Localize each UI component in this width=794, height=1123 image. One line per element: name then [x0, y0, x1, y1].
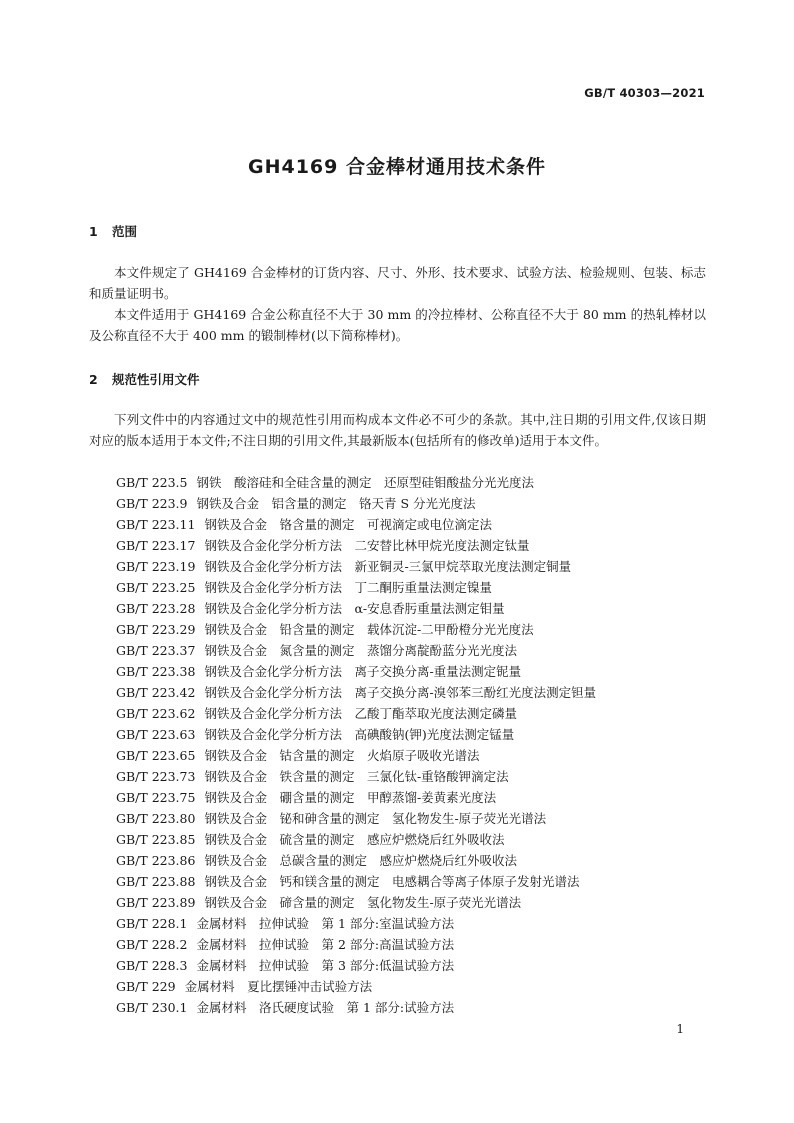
reference-item — [116, 724, 596, 745]
reference-title: 钢铁及合金 铝含量的测定 铬天青 S 分光光度法 — [196, 496, 476, 511]
reference-item — [116, 829, 596, 850]
reference-title: 金属材料 拉伸试验 第 1 部分:室温试验方法 — [196, 916, 455, 931]
section-1-number: 1 — [89, 224, 98, 239]
reference-item — [116, 640, 596, 661]
reference-item — [116, 745, 596, 766]
reference-title: 钢铁及合金 铅含量的测定 载体沉淀-二甲酚橙分光光度法 — [204, 622, 534, 637]
reference-item — [116, 472, 596, 493]
reference-title: 金属材料 拉伸试验 第 2 部分:高温试验方法 — [196, 937, 455, 952]
reference-code: GB/T 223.19 — [116, 559, 196, 574]
reference-code: GB/T 229 — [116, 979, 176, 994]
reference-title: 钢铁及合金 铬含量的测定 可视滴定或电位滴定法 — [204, 517, 492, 532]
reference-list — [116, 472, 596, 1018]
reference-title: 钢铁 酸溶硅和全硅含量的测定 还原型硅钼酸盐分光光度法 — [196, 475, 534, 490]
reference-code: GB/T 223.42 — [116, 685, 196, 700]
reference-item — [116, 556, 596, 577]
reference-item — [116, 598, 596, 619]
section-2-number: 2 — [89, 372, 98, 387]
reference-title: 金属材料 洛氏硬度试验 第 1 部分:试验方法 — [196, 1000, 455, 1015]
reference-code: GB/T 223.29 — [116, 622, 196, 637]
reference-code: GB/T 228.2 — [116, 937, 188, 952]
reference-code: GB/T 223.89 — [116, 895, 196, 910]
reference-title: 钢铁及合金化学分析方法 离子交换分离-溴邻苯三酚红光度法测定钽量 — [204, 685, 597, 700]
reference-code: GB/T 223.28 — [116, 601, 196, 616]
reference-code: GB/T 223.38 — [116, 664, 196, 679]
reference-title: 钢铁及合金化学分析方法 α-安息香肟重量法测定钼量 — [204, 601, 505, 616]
reference-item — [116, 535, 596, 556]
reference-title: 钢铁及合金 钴含量的测定 火焰原子吸收光谱法 — [204, 748, 480, 763]
section-2-title: 规范性引用文件 — [112, 372, 200, 387]
reference-item — [116, 955, 596, 976]
reference-code: GB/T 228.1 — [116, 916, 188, 931]
reference-title: 钢铁及合金 氮含量的测定 蒸馏分离靛酚蓝分光光度法 — [204, 643, 517, 658]
section-1-heading — [89, 222, 137, 240]
reference-item — [116, 682, 596, 703]
reference-title: 钢铁及合金 铋和砷含量的测定 氢化物发生-原子荧光光谱法 — [204, 811, 547, 826]
reference-title: 钢铁及合金化学分析方法 丁二酮肟重量法测定镍量 — [204, 580, 492, 595]
reference-title: 钢铁及合金 总碳含量的测定 感应炉燃烧后红外吸收法 — [204, 853, 517, 868]
section-1-paragraph-1: 本文件规定了 GH4169 合金棒材的订货内容、尺寸、外形、技术要求、试验方法、检验规则、包装、标志和质量证明书。 — [89, 265, 706, 301]
reference-code: GB/T 228.3 — [116, 958, 188, 973]
reference-title: 钢铁及合金化学分析方法 高碘酸钠(钾)光度法测定锰量 — [204, 727, 515, 742]
reference-item — [116, 934, 596, 955]
reference-code: GB/T 223.5 — [116, 475, 188, 490]
reference-code: GB/T 223.63 — [116, 727, 196, 742]
section-1-title: 范围 — [112, 224, 138, 239]
section-1-paragraph-2: 本文件适用于 GH4169 合金公称直径不大于 30 mm 的冷拉棒材、公称直径不大于 80 mm 的热轧棒材以及公称直径不大于 400 mm 的锻制棒材(以下简称棒材)。 — [89, 307, 706, 343]
reference-item — [116, 808, 596, 829]
reference-code: GB/T 223.65 — [116, 748, 196, 763]
reference-item — [116, 871, 596, 892]
reference-item — [116, 892, 596, 913]
reference-title: 钢铁及合金化学分析方法 离子交换分离-重量法测定铌量 — [204, 664, 522, 679]
reference-item — [116, 850, 596, 871]
reference-item — [116, 661, 596, 682]
reference-title: 钢铁及合金 硫含量的测定 感应炉燃烧后红外吸收法 — [204, 832, 505, 847]
reference-item — [116, 913, 596, 934]
reference-title: 钢铁及合金化学分析方法 二安替比林甲烷光度法测定钛量 — [204, 538, 530, 553]
reference-code: GB/T 223.11 — [116, 517, 196, 532]
reference-item — [116, 514, 596, 535]
reference-code: GB/T 223.17 — [116, 538, 196, 553]
reference-item — [116, 766, 596, 787]
reference-code: GB/T 223.37 — [116, 643, 196, 658]
reference-code: GB/T 223.88 — [116, 874, 196, 889]
reference-item — [116, 493, 596, 514]
reference-code: GB/T 223.25 — [116, 580, 196, 595]
reference-code: GB/T 223.62 — [116, 706, 196, 721]
reference-code: GB/T 223.86 — [116, 853, 196, 868]
reference-title: 金属材料 拉伸试验 第 3 部分:低温试验方法 — [196, 958, 455, 973]
reference-code: GB/T 223.75 — [116, 790, 196, 805]
page-number: 1 — [676, 1022, 684, 1036]
reference-title: 钢铁及合金 铁含量的测定 三氯化钛-重铬酸钾滴定法 — [204, 769, 509, 784]
reference-item — [116, 997, 596, 1018]
reference-code: GB/T 223.80 — [116, 811, 196, 826]
reference-code: GB/T 223.9 — [116, 496, 188, 511]
reference-title: 钢铁及合金 碲含量的测定 氢化物发生-原子荧光光谱法 — [204, 895, 522, 910]
reference-code: GB/T 223.73 — [116, 769, 196, 784]
reference-item — [116, 703, 596, 724]
reference-title: 钢铁及合金 钙和镁含量的测定 电感耦合等离子体原子发射光谱法 — [204, 874, 580, 889]
reference-code: GB/T 223.85 — [116, 832, 196, 847]
reference-title: 钢铁及合金 硼含量的测定 甲醇蒸馏-姜黄素光度法 — [204, 790, 497, 805]
document-title: GH4169 合金棒材通用技术条件 — [248, 156, 546, 178]
reference-title: 钢铁及合金化学分析方法 新亚铜灵-三氯甲烷萃取光度法测定铜量 — [204, 559, 572, 574]
reference-item — [116, 787, 596, 808]
section-2-intro: 下列文件中的内容通过文中的规范性引用而构成本文件必不可少的条款。其中,注日期的引用文件,仅该日期对应的版本适用于本文件;不注日期的引用文件,其最新版本(包括所有的修改单)适用于本文件。 — [89, 412, 706, 448]
reference-item — [116, 619, 596, 640]
reference-code: GB/T 230.1 — [116, 1000, 188, 1015]
reference-item — [116, 976, 596, 997]
section-2-heading — [89, 370, 200, 388]
reference-item — [116, 577, 596, 598]
standard-code: GB/T 40303—2021 — [584, 86, 705, 100]
reference-title: 金属材料 夏比摆锤冲击试验方法 — [184, 979, 373, 994]
reference-title: 钢铁及合金化学分析方法 乙酸丁酯萃取光度法测定磷量 — [204, 706, 517, 721]
